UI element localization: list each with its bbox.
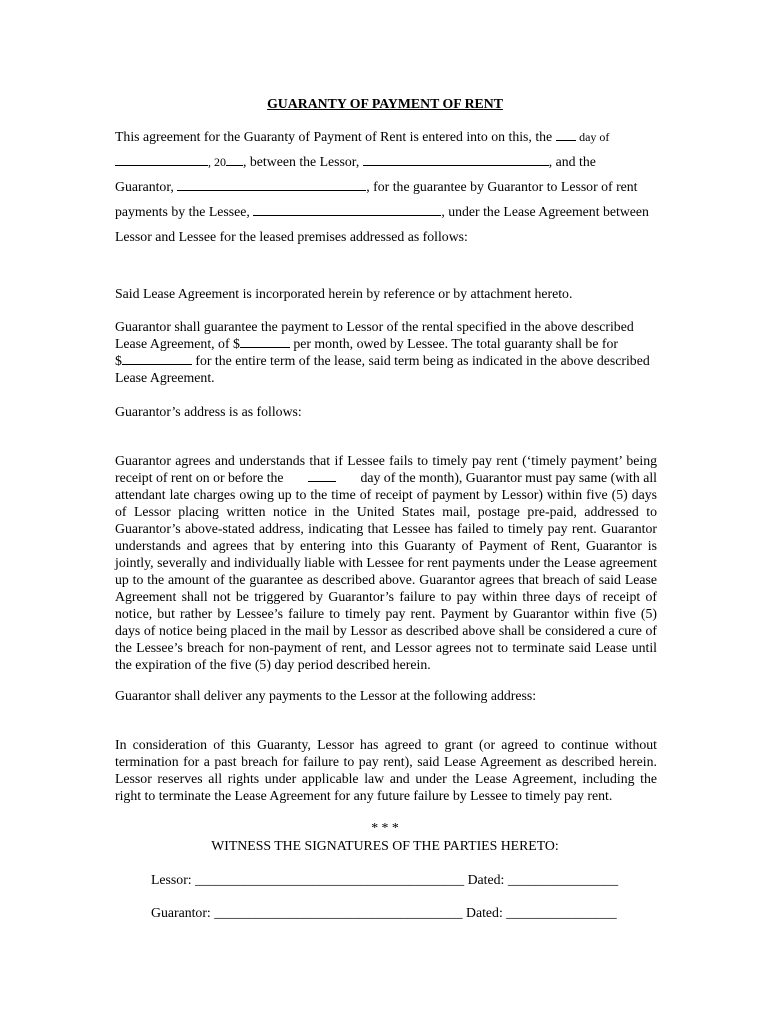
lessor-date-field[interactable]: ________________ xyxy=(507,872,619,887)
guarantor-date-field[interactable]: ________________ xyxy=(506,905,617,920)
lessor-name-blank[interactable] xyxy=(363,157,549,166)
year-blank[interactable] xyxy=(226,157,243,166)
guarantor-signature-field[interactable]: ____________________________________ xyxy=(214,905,463,920)
day-blank[interactable] xyxy=(556,128,576,141)
consideration-text: In consideration of this Guaranty, Lessor has agreed to grant (or agreed to continue without termination for a past breach for failure to pay rent), said Lease Agreement as described herein. Lessor reserves all rights under applicable law and under the Lease Agreement, including the right to terminate the Lease Agreement for any future failure by Lessee to timely pay rent. xyxy=(115,737,657,803)
amount-line-2: Lease Agreement, of $ per month, owed by Lessee. The total guaranty shall be for xyxy=(115,336,618,351)
guarantor-signature-row: Guarantor: ____________________________________ Dated: ________________ xyxy=(151,905,617,920)
document-title: GUARANTY OF PAYMENT OF RENT xyxy=(267,96,503,111)
agreement-line-2: receipt of rent on or before the day of the month), Guarantor must pay same (with all xyxy=(115,470,657,485)
lessor-signature-row: Lessor: _______________________________________ Dated: ________________ xyxy=(151,872,619,887)
amount-line-4: Lease Agreement. xyxy=(115,370,215,385)
lessee-name-blank[interactable] xyxy=(253,203,441,216)
total-amount-blank[interactable] xyxy=(122,352,192,365)
monthly-amount-blank[interactable] xyxy=(240,335,290,348)
amount-line-1: Guarantor shall guarantee the payment to Lessor of the rental specified in the above described xyxy=(115,319,634,334)
incorporated-text: Said Lease Agreement is incorporated herein by reference or by attachment hereto. xyxy=(115,286,573,301)
lessor-signature-field[interactable]: _______________________________________ xyxy=(195,872,465,887)
deliver-text: Guarantor shall deliver any payments to the Lessor at the following address: xyxy=(115,688,537,703)
witness-heading: WITNESS THE SIGNATURES OF THE PARTIES HERETO: xyxy=(211,838,559,853)
intro-line-1: This agreement for the Guaranty of Payment of Rent is entered into on this, the day of xyxy=(115,129,610,144)
agreement-rest: attendant late charges owing up to the time of receipt of payment by Lessor) within five (5) days of Lessor placing written notice in the United States mail, postage pre-paid, addressed to Guarantor’s above-stated address, indicating that Lessee has failed to timely pay rent. Guarantor understands and agrees that by entering into this Guaranty of Payment of Rent, Guarantor is jointly, severally and individually liable with Lessee for rent payments under the Lease agreement up to the amount of the guarantee as described above. Guarantor agrees that breach of said Lease Agreement shall not be triggered by Guarantor’s failure to pay within three days of receipt of notice, but rather by Lessee’s failure to timely pay rent. Payment by Guarantor within five (5) days of notice being placed in the mail by Lessor as described above shall be considered a cure of the Lessee’s breach for non-payment of rent, and Lessor agrees not to terminate said Lease until the expiration of the five (5) day period described herein. xyxy=(115,487,657,672)
intro-line-2: , 20 , between the Lessor, , and the xyxy=(115,153,596,171)
separator-stars: * * * xyxy=(371,820,399,835)
month-blank[interactable] xyxy=(115,157,208,166)
amount-line-3: $ for the entire term of the lease, said term being as indicated in the above described xyxy=(115,353,650,368)
intro-line-5: Lessor and Lessee for the leased premises addressed as follows: xyxy=(115,229,468,244)
intro-line-4: payments by the Lessee, , under the Lease Agreement between xyxy=(115,204,649,219)
due-day-blank[interactable] xyxy=(308,469,336,482)
guarantor-name-blank[interactable] xyxy=(177,178,366,191)
intro-line-3: Guarantor, , for the guarantee by Guarantor to Lessor of rent xyxy=(115,179,638,194)
agreement-line-1: Guarantor agrees and understands that if Lessee fails to timely pay rent (‘timely payment’ being xyxy=(115,453,657,468)
guarantor-address-label: Guarantor’s address is as follows: xyxy=(115,404,302,419)
